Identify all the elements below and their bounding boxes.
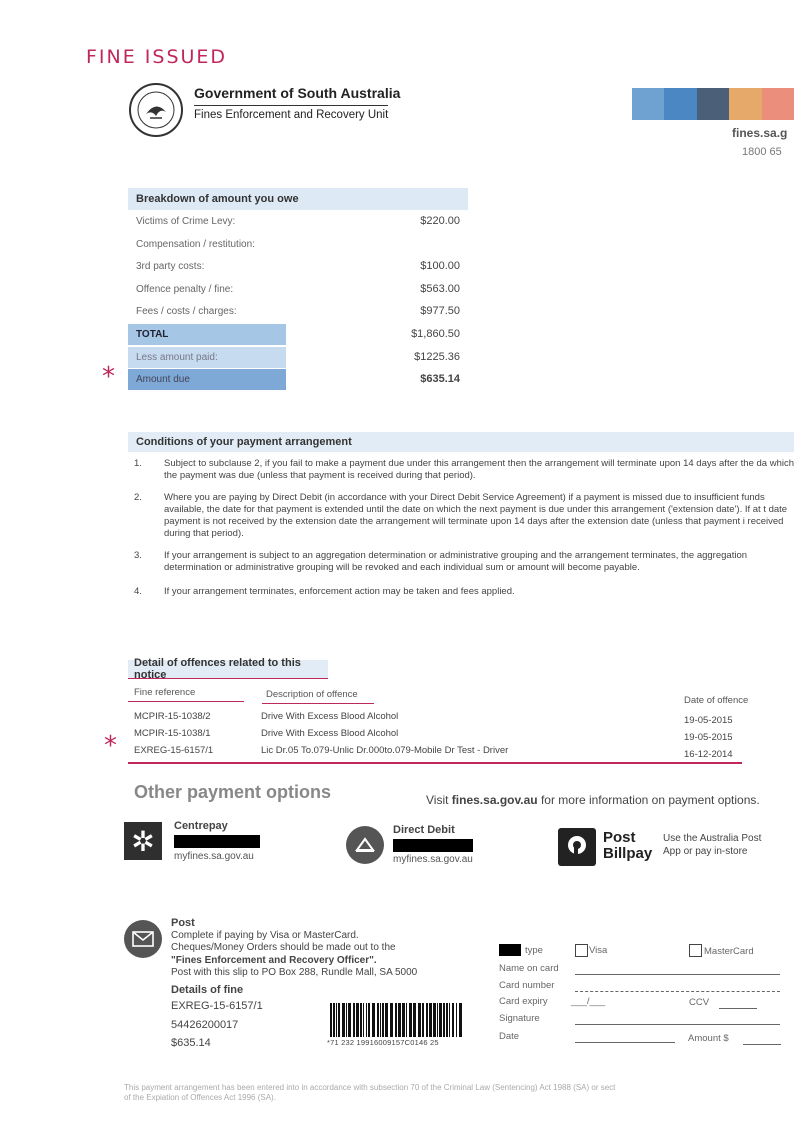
barcode-bar [422,1003,424,1037]
breakdown-value: $1225.36 [414,350,460,363]
legal-footer-line-2: of the Expiation of Offences Act 1996 (SA). [124,1093,276,1102]
barcode-bar [366,1003,367,1037]
card-expiry-field[interactable]: ___/___ [571,996,606,1007]
post-line-4: Post with this slip to PO Box 288, Rundle Mall, SA 5000 [171,967,418,978]
breakdown-row [128,323,468,346]
visa-checkbox[interactable] [575,944,588,957]
col-date: Date of offence [684,695,749,706]
card-type-label: type [525,945,543,956]
barcode-bar [409,1003,412,1037]
mastercard-checkbox[interactable] [689,944,702,957]
offences-underline [128,762,742,764]
barcode-bar [368,1003,370,1037]
card-number-label: Card number [499,980,555,991]
col-fine-reference: Fine reference [134,687,196,698]
barcode-bar [437,1003,438,1037]
barcode-bar [402,1003,405,1037]
handwritten-fine-issued: FINE ISSUED [86,46,228,68]
barcode-bar [372,1003,375,1037]
date-field[interactable] [575,1042,675,1043]
header-divider [194,105,388,106]
payment-visit-line: Visit fines.sa.gov.au for more information on payment options. [426,793,760,807]
fine-ref: EXREG-15-6157/1 [171,1000,263,1012]
condition-number: 3. [134,550,142,561]
barcode-bar [452,1003,454,1037]
barcode-bar [360,1003,362,1037]
fine-number: 54426200017 [171,1018,239,1031]
condition-number: 1. [134,458,142,469]
redacted-block [499,944,521,956]
condition-text: If your arrangement is subject to an aggregation determination or administrative grouping and the arrangement terminates, the aggregation determination or administrative grouping will be revoked and each individual sum or amount will become payable. [164,550,748,573]
barcode-bar [330,1003,332,1037]
conditions-section [128,432,794,598]
barcode-bar [356,1003,359,1037]
post-billpay-icon [558,828,596,866]
asterisk-mark: * [104,731,117,761]
col-description: Description of offence [266,689,358,700]
barcode-bar [433,1003,436,1037]
condition-number: 4. [134,586,142,597]
visit-website[interactable]: fines.sa.gov.au [451,793,538,807]
post-payee: "Fines Enforcement and Recovery Officer". [171,954,377,966]
barcode-bar [459,1003,462,1037]
breakdown-label: 3rd party costs: [136,261,205,273]
barcode-bar [398,1003,401,1037]
breakdown-label: Victims of Crime Levy: [136,216,236,227]
offence-date: 19-05-2015 [684,715,733,726]
post-title: Post [171,917,195,929]
ccv-field[interactable] [719,1008,757,1009]
offences-title: Detail of offences related to this notice [134,657,301,681]
redacted-block [174,835,260,848]
offence-row [128,743,768,760]
barcode-bar [395,1003,397,1037]
barcode-number: *71 232 19916009157C0146 25 [327,1038,439,1047]
condition-text: Subject to subclause 2, if you fail to make a payment due under this arrangement then the arrangement will terminate upon 14 days after the da which the payment was due (unless that payment is received during that period). [164,458,794,481]
organization-name: Government of South Australia [194,85,401,101]
barcode-bar [406,1003,407,1037]
breakdown-section [128,188,468,391]
conditions-title-bar [128,432,794,452]
barcode-bar [338,1003,340,1037]
centrepay-option[interactable] [124,818,324,868]
condition-item-4 [128,586,794,598]
condition-number: 2. [134,492,142,503]
barcode-bar [342,1003,345,1037]
card-expiry-label: Card expiry [499,996,548,1007]
offence-row [128,726,768,743]
breakdown-title-bar [128,188,468,210]
condition-text: Where you are paying by Direct Debit (in accordance with your Direct Debit Service Agreement) if a payment is missed due to insufficient funds available, the date for that payment is extended until the date on which the next payment is due under this arrangement ('extension date'). If at t date payment is not received by the extension date the arrangement will terminate upon 14 days after the extension date (unless that payment i received during that period). [164,492,788,539]
breakdown-value: $563.00 [420,282,460,295]
breakdown-label: Compensation / restitution: [136,238,255,250]
ccv-label: CCV [689,997,710,1008]
breakdown-row [128,255,468,278]
breakdown-row [128,278,468,301]
offence-row [128,709,768,726]
barcode-bar [353,1003,355,1037]
barcode-bar [426,1003,428,1037]
fine-amount: $635.14 [171,1037,211,1049]
barcode-bar [380,1003,381,1037]
barcode-bar [443,1003,445,1037]
asterisk-mark: * [102,362,115,392]
condition-text: If your arrangement terminates, enforcement action may be taken and fees applied. [164,586,515,597]
legal-footer-line-1: This payment arrangement has been entered into in accordance with subsection 70 of the Criminal Law (Sentencing) Act 1988 (SA) or sect [124,1083,616,1092]
centrepay-name: Centrepay [174,820,228,832]
breakdown-value: $977.50 [420,305,460,318]
conditions-title: Conditions of your payment arrangement [136,436,352,448]
offences-title-bar [128,657,328,681]
payment-options-title: Other payment options [134,782,332,802]
breakdown-row [128,368,468,391]
barcode-bar [439,1003,442,1037]
barcode-bar [346,1003,347,1037]
barcode-bar [377,1003,379,1037]
post-line-2: Cheques/Money Orders should be made out to the [171,942,396,953]
barcode-bar [413,1003,416,1037]
fine-details-title: Details of fine [171,983,244,996]
barcode-bar [348,1003,351,1037]
card-payment-form [499,944,789,1054]
breakdown-row [128,346,468,369]
name-on-card-label: Name on card [499,963,559,974]
direct-debit-name: Direct Debit [393,824,455,836]
barcode-bar [446,1003,448,1037]
breakdown-label: Fees / costs / charges: [136,306,237,318]
barcode-bar [390,1003,393,1037]
breakdown-value: $220.00 [420,215,460,227]
barcode-bar [456,1003,457,1037]
card-number-field[interactable] [575,991,780,992]
barcode-bar [363,1003,364,1037]
website-partial: fines.sa.g [732,126,788,140]
barcode-bar [385,1003,388,1037]
offence-ref: EXREG-15-6157/1 [134,745,214,756]
redacted-block [393,839,473,852]
offence-ref: MCPIR-15-1038/1 [134,728,211,739]
amount-label: Amount $ [688,1033,729,1044]
breakdown-value: $1,860.50 [411,327,460,340]
centrepay-website: myfines.sa.gov.au [174,851,254,862]
breakdown-label: Amount due [128,369,286,390]
offence-description: Drive With Excess Blood Alcohol [261,711,399,722]
amount-field[interactable] [743,1044,781,1045]
barcode-bar [418,1003,421,1037]
barcode-bar [336,1003,337,1037]
condition-item-1 [128,458,794,482]
barcode [328,1003,463,1037]
visa-label: Visa [589,945,608,956]
breakdown-label: Less amount paid: [128,347,286,368]
offence-date: 16-12-2014 [684,749,733,760]
unit-name: Fines Enforcement and Recovery Unit [194,109,389,121]
billpay-instructions: Use the Australia Post App or pay in-store [663,833,762,857]
offence-ref: MCPIR-15-1038/2 [134,711,211,722]
offence-date: 19-05-2015 [684,732,733,743]
offence-description: Drive With Excess Blood Alcohol [261,728,399,739]
breakdown-row [128,233,468,256]
legal-footer [124,1083,794,1103]
condition-item-2 [128,492,794,540]
barcode-bar [382,1003,384,1037]
date-label: Date [499,1031,520,1042]
phone-partial: 1800 65 [742,146,782,158]
barcode-bar [449,1003,450,1037]
breakdown-label: TOTAL [128,324,286,345]
barcode-bar [429,1003,432,1037]
billpay-logo-text: Post Billpay [603,829,653,862]
signature-field[interactable] [575,1024,780,1025]
breakdown-value: $635.14 [420,373,460,386]
centrepay-icon: ✲ [124,822,162,860]
post-line-1: Complete if paying by Visa or MasterCard. [171,929,359,941]
direct-debit-icon [346,826,384,864]
brand-color-strip [632,88,794,120]
sa-government-seal [128,82,184,138]
direct-debit-website: myfines.sa.gov.au [393,854,473,865]
name-on-card-field[interactable] [575,974,780,975]
barcode-bar [333,1003,335,1037]
direct-debit-option[interactable] [346,822,546,872]
offences-section [128,657,768,764]
offences-header-row [128,679,768,705]
condition-item-3 [128,550,794,574]
post-envelope-icon [124,920,162,958]
breakdown-row [128,210,468,233]
breakdown-title: Breakdown of amount you owe [136,193,299,205]
signature-label: Signature [499,1013,540,1024]
offence-description: Lic Dr.05 To.079-Unlic Dr.000to.079-Mobile Dr Test - Driver [261,745,509,756]
breakdown-row [128,300,468,323]
post-billpay-option[interactable] [558,824,794,872]
breakdown-label: Offence penalty / fine: [136,283,234,295]
breakdown-value: $100.00 [420,260,460,273]
mastercard-label: MasterCard [704,946,754,957]
